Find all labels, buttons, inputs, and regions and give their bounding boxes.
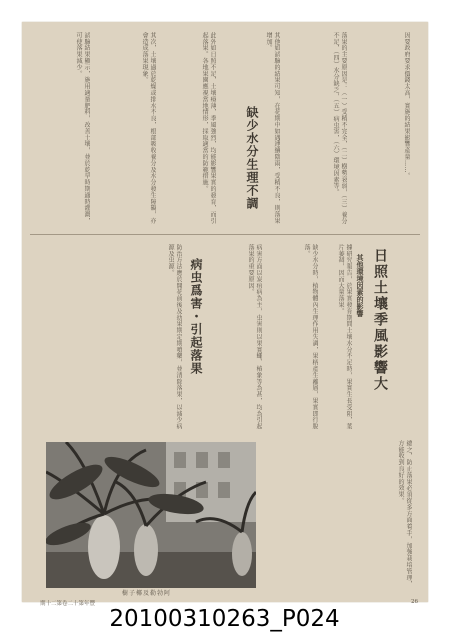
article-column-top-left-1: 其次，土壤過於乾燥或排水不良，根部吸收養分及水分發生障礙，亦會造成落果現象。 xyxy=(141,32,156,224)
section-title-water: 缺少水分生理不調 xyxy=(245,106,259,210)
article-column-bottom-left: 總之，防止落果必須從多方面着手，加強栽培管理，方能收到良好的效果。 xyxy=(397,440,412,588)
section-subtitle-environment: 其他環境因素的影響 xyxy=(356,254,365,317)
article-column-bottom-mid-1: 病害方面以炭疽病為主，虫害則以果實蠅、椿象等為甚，均為引起落果的重要原因。 xyxy=(247,244,262,430)
section-title-pest: 病虫爲害・引起落果 xyxy=(189,258,203,375)
section-divider xyxy=(30,234,420,235)
section-title-environment: 日照土壤季風影響大 xyxy=(372,248,388,392)
article-column-top-right-2: 落果的主要原因是：（一）受精不完全，（二）樹勢衰弱，（三）養分不足，（四）水分缺乏，（五）病虫害，（六）環境因素等。 xyxy=(332,32,347,225)
magazine-page xyxy=(22,22,428,607)
article-column-bottom-right-1: 據研究報告，於果實發育期間土壤水分不足時，果實生長受阻，葉片萎凋，因而大量落果。 xyxy=(337,244,352,430)
article-column-bottom-right-2: 缺少水分時，植物體內生理作用失調，果柄產生離層，果實即行脫落。 xyxy=(303,244,318,430)
photo-caption: 阿勃勒及椰子樹 xyxy=(122,590,172,597)
catalog-id-label: 20100310263_P024 xyxy=(109,606,340,632)
page-number: 26 xyxy=(411,599,418,605)
article-column-top-mid-2: 此外如日照不足，土壤瘠薄，季風強烈，均能影響果實的發育，而引起落果。各地果園應視當地情形，採取適當的防範措施。 xyxy=(201,32,216,224)
issue-footer: 豐年第十二卷第二十期 xyxy=(40,601,96,607)
article-column-top-left-2: 試驗結果顯示，施用適量肥料，改善土壤，並於乾旱時期適時灌溉，可使落果減少。 xyxy=(75,32,90,224)
article-column-bottom-mid-2: 防治方法應於開花前後及幼果期定期噴藥，並清除落果，以減少病源及虫源。 xyxy=(167,244,182,430)
article-column-top-right-1: 因要政府要求價錢太高，實施的結果影響產量……。 xyxy=(403,32,410,180)
article-column-top-mid-1: 其他如試驗的結果可知，在花期中如遇連續陰雨，受精不良，則落果增加。 xyxy=(265,32,280,224)
palm-tree-photo xyxy=(46,442,256,588)
